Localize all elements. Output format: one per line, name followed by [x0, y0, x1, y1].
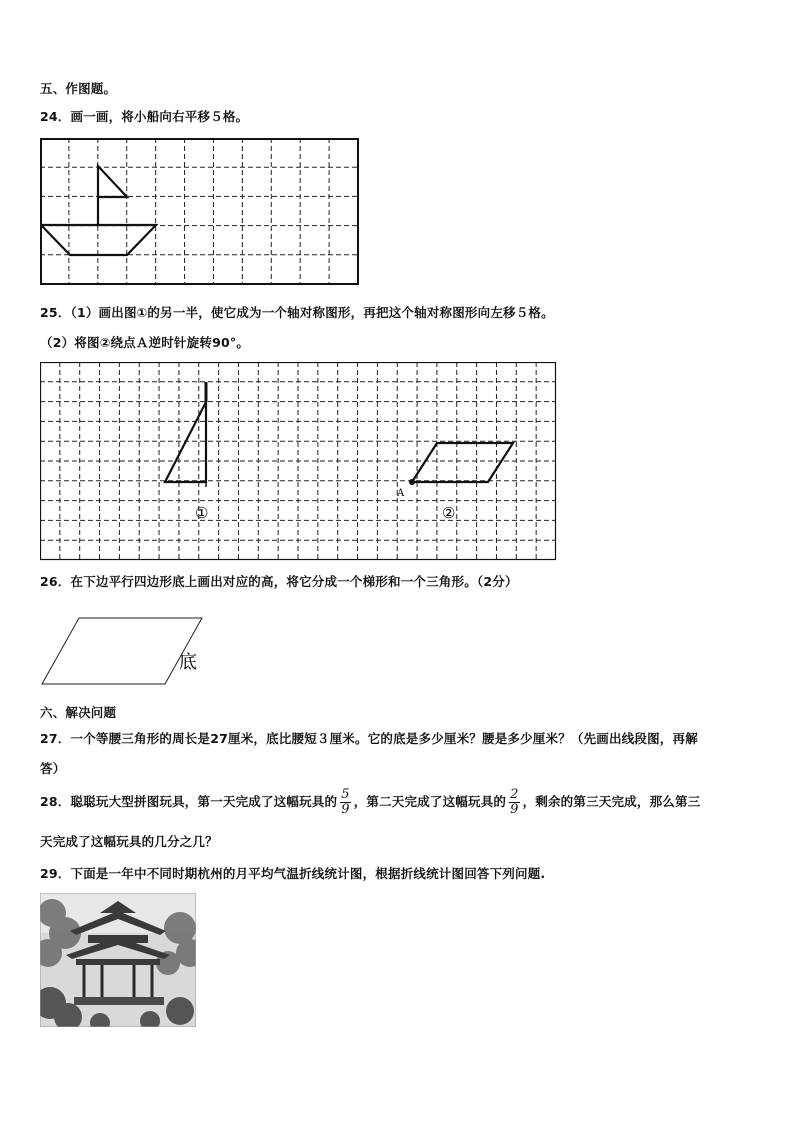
figure-2-label: ②: [442, 504, 456, 522]
section-five-heading: 五、作图题。: [40, 81, 117, 96]
boat-grid-border: [41, 139, 358, 284]
boat-hull: [41, 225, 156, 255]
fraction-1-denominator: 9: [341, 802, 350, 817]
figure-1-label: ①: [195, 504, 209, 522]
symmetry-rotation-grid: [40, 362, 558, 562]
fraction-1-numerator: 5: [341, 787, 350, 802]
point-a-dot: [409, 479, 415, 485]
figure-1-half-triangle: [165, 402, 206, 482]
question-25-part1: 25．（1）画出图①的另一半，使它成为一个轴对称图形，再把这个轴对称图形向左移５格。: [40, 305, 554, 320]
question-28-line2: 天完成了这幅玩具的几分之几？: [40, 834, 218, 849]
question-27-line1: 27．一个等腰三角形的周长是27厘米，底比腰短３厘米。它的底是多少厘米？腰是多少厘米？（先画出线段图，再解: [40, 731, 698, 746]
question-24-text: 24．画一画，将小船向右平移５格。: [40, 109, 249, 124]
base-label: 底: [179, 652, 197, 673]
fraction-2-denominator: 9: [510, 802, 519, 817]
fraction-two-ninths: [509, 788, 519, 817]
parallelogram-figure: [40, 616, 210, 688]
section-six-heading: 六、解决问题: [40, 705, 117, 720]
boat-grid: [40, 138, 360, 286]
hangzhou-pavilion-photo: [40, 893, 196, 1027]
figure-2-parallelogram: [412, 443, 513, 482]
question-28-line1: [40, 787, 700, 817]
question-27-line2: 答）: [40, 761, 66, 776]
point-a-label: A: [397, 488, 405, 499]
question-29-text: 29．下面是一年中不同时期杭州的月平均气温折线统计图，根据折线统计图回答下列问题.: [40, 866, 546, 881]
question-28-part2: ，第二天完成了这幅玩具的: [353, 794, 507, 809]
boat-sail: [98, 166, 127, 197]
parallelogram-shape: [42, 618, 202, 684]
boat-shape: [41, 166, 156, 255]
question-25-part2: （2）将图②绕点Ａ逆时针旋转90°。: [40, 335, 250, 350]
question-28-part3: ，剩余的第三天完成，那么第三: [522, 794, 701, 809]
question-26-text: 26．在下边平行四边形底上画出对应的高，将它分成一个梯形和一个三角形。（2分）: [40, 574, 518, 589]
fraction-five-ninths: [340, 788, 350, 817]
fraction-2-numerator: 2: [510, 787, 519, 802]
question-28-part1: 28．聪聪玩大型拼图玩具，第一天完成了这幅玩具的: [40, 794, 338, 809]
